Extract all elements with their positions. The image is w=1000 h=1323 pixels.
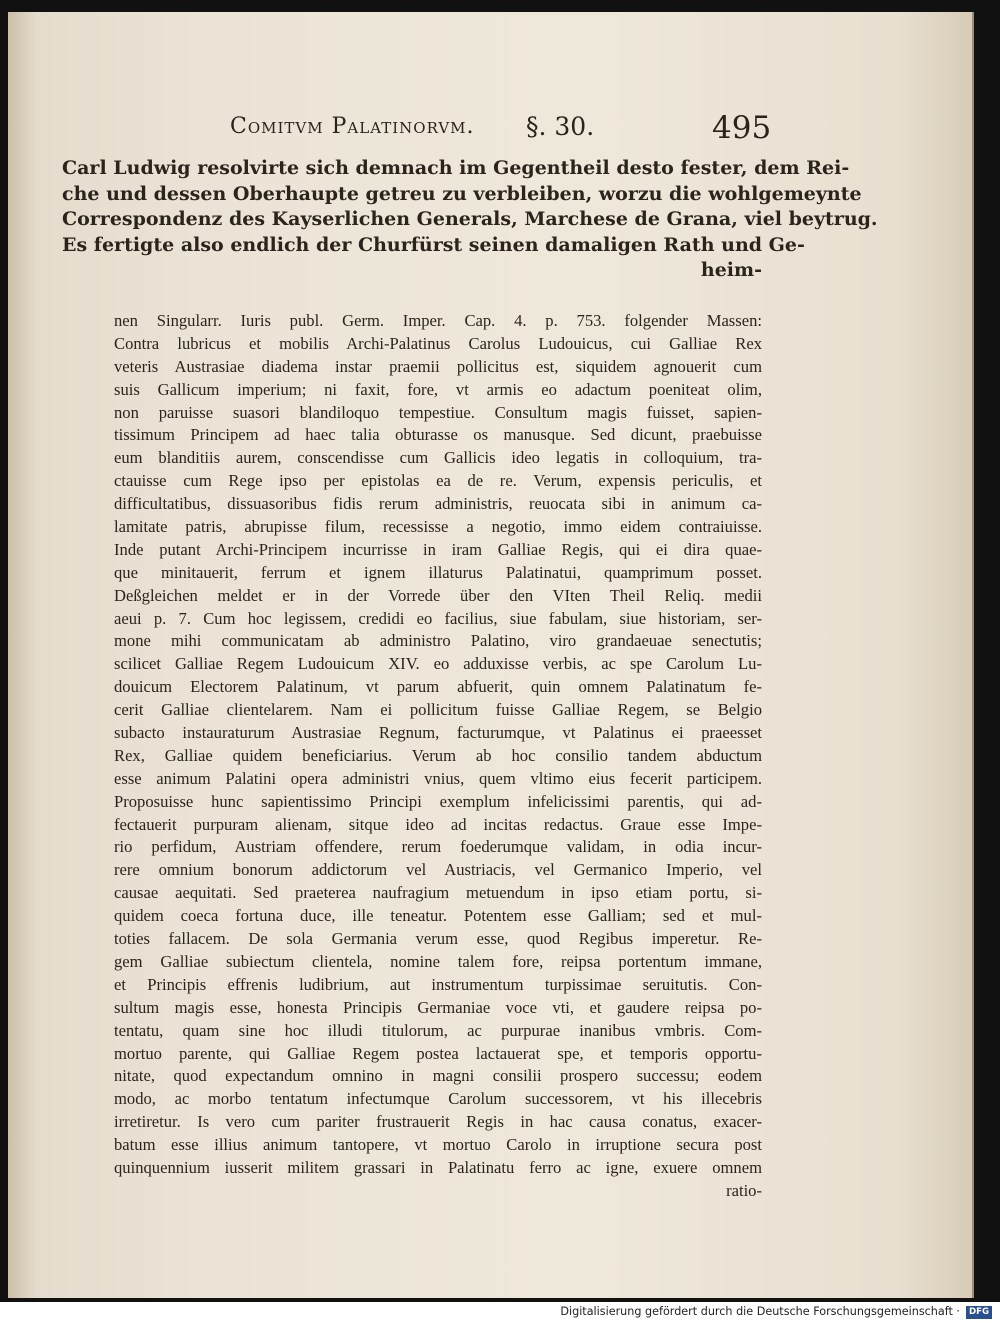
text-line: cerit Galliae clientelarem. Nam ei pollicitum fuisse Galliae Regem, se Belgio xyxy=(114,700,762,720)
funding-credit: Digitalisierung gefördert durch die Deutsche Forschungsgemeinschaft · xyxy=(560,1305,960,1318)
text-line: Inde putant Archi-Principem incurrisse in iram Galliae Regis, qui ei dira quae- xyxy=(114,539,762,559)
text-line: douicum Electorem Palatinum, vt parum abfuerit, quin omnem Palatinatum fe- xyxy=(114,677,762,697)
text-line: esse animum Palatini opera administri vnius, quem vltimo eius fecerit participem. xyxy=(114,768,762,788)
text-line: aeui p. 7. Cum hoc legissem, credidi eo facilius, siue fabulam, siue historiam, ser- xyxy=(114,608,762,628)
text-line: rio perfidum, Austriam offendere, rerum foederumque validam, in odia incur- xyxy=(114,837,762,857)
catchword: heim- xyxy=(700,259,762,281)
page-number: 495 xyxy=(712,110,772,146)
text-line: eum blanditiis aurem, conscendisse cum Gallicis ideo legatis in colloquium, tra- xyxy=(114,448,762,468)
running-title: Comitvm Palatinorvm. xyxy=(230,114,475,139)
text-line: suis Gallicum imperium; ni faxit, fore, vt armis eo adactum poeniteat olim, xyxy=(114,379,762,399)
text-line: causae aequitati. Sed praeterea naufragium metuendum in ipso etiam portu, si- xyxy=(114,883,762,903)
text-line: Deßgleichen meldet er in der Vorrede über den VIten Theil Reliq. medii xyxy=(114,585,762,605)
text-line: nitate, quod expectandum omnino in magni consilii prospero successu; eodem xyxy=(114,1066,762,1086)
text-line: et Principis effrenis ludibrium, aut instrumentum turpissimae seruitutis. Con- xyxy=(114,974,762,994)
text-line: mortuo parente, qui Galliae Regem postea lactauerat spe, et temporis opportu- xyxy=(114,1043,762,1063)
text-line: che und dessen Oberhaupte getreu zu verbleiben, worzu die wohlgemeynte xyxy=(62,182,862,205)
text-line: sultum magis esse, honesta Principis Germaniae voce vti, et gaudere reipsa po- xyxy=(114,997,762,1017)
text-line: modo, ac morbo tentatum infectumque Carolum successorem, vt his illecebris xyxy=(114,1089,762,1109)
text-line: Correspondenz des Kayserlichen Generals, Marchese de Grana, viel beytrug. xyxy=(62,208,878,230)
text-line: non paruisse suasori blandiloquo tempestiue. Consultum magis fuisset, sapien- xyxy=(114,402,762,422)
text-line: Contra lubricus et mobilis Archi-Palatinus Carolus Ludouicus, cui Galliae Rex xyxy=(114,333,762,353)
text-line: gem Galliae subiectum clientela, nomine talem fore, reipsa portentum immane, xyxy=(114,951,762,971)
text-line: quidem coeca fortuna duce, ille teneatur. Potentem esse Galliam; sed et mul- xyxy=(114,906,762,926)
text-line: quinquennium iusserit militem grassari in Palatinatu ferro ac igne, exuere omnem xyxy=(114,1157,762,1177)
text-line: que minitauerit, ferrum et ignem illaturus Palatinatui, quamprimum posset. xyxy=(114,562,762,582)
text-line: nen Singularr. Iuris publ. Germ. Imper. Cap. 4. p. 753. folgender Massen: xyxy=(114,311,762,330)
text-line: toties fallacem. De sola Germania verum esse, quod Regibus imperetur. Re- xyxy=(114,929,762,949)
text-line: mone mihi communicatam ab administro Palatino, viro grandaeuae senectutis; xyxy=(114,631,762,651)
text-line: irretiretur. Is vero cum pariter frustrauerit Regis in hac causa conatus, exacer- xyxy=(114,1112,762,1132)
text-line: scilicet Galliae Regem Ludouicum XIV. eo adduxisse verbis, ac spe Carolum Lu- xyxy=(114,654,762,674)
text-line: Rex, Galliae quidem beneficiarius. Verum ab hoc consilio tandem abductum xyxy=(114,745,762,765)
text-line: Carl Ludwig resolvirte sich demnach im Gegentheil desto fester, dem Rei- xyxy=(62,157,850,179)
text-line: subacto instauraturum Austrasiae Regnum, facturumque, vt Palatinus ei praeesset xyxy=(114,723,762,743)
text-line: difficultatibus, dissuasoribus fidis rerum administris, reuocata sibi in animum ca- xyxy=(114,494,762,514)
text-line: fectauerit purpuram alienam, sitque ideo ad incitas redactus. Graue esse Impe- xyxy=(114,814,762,834)
text-line: veteris Austrasiae diadema instar praemii pollicitus est, siquidem agnouerit cum xyxy=(114,356,762,376)
footer-bar xyxy=(0,1302,1000,1323)
text-line: rere omnium bonorum addictorum vel Austriacis, vel Germanico Imperio, vel xyxy=(114,860,762,880)
page-header xyxy=(230,110,770,154)
text-line: Proposuisse hunc sapientissimo Principi exemplum infelicissimi parentis, qui ad- xyxy=(114,791,762,811)
text-line: ctauisse cum Rege ipso per epistolas ea de re. Verum, expensis periculis, et xyxy=(114,471,762,491)
text-line: lamitate patris, abrupisse filum, recessisse a negotio, immo eidem contraiuisse. xyxy=(114,517,762,537)
text-line: Es fertigte also endlich der Churfürst seinen damaligen Rath und Ge- xyxy=(62,233,805,256)
german-paragraph xyxy=(62,156,878,284)
dfg-logo: DFG xyxy=(966,1306,992,1319)
text-line: tentatu, quam sine hoc illudi titulorum, ac purpurae inanibus vmbris. Com- xyxy=(114,1020,762,1040)
section-number: §. 30. xyxy=(526,112,595,141)
latin-quotation xyxy=(114,310,762,1203)
catchword: ratio- xyxy=(726,1180,762,1200)
text-line: batum esse illius animum tantopere, vt mortuo Carolo in irruptione secura post xyxy=(114,1135,762,1155)
text-line: tissimum Principem ad haec talia obturasse os manusque. Sed dicunt, praebuisse xyxy=(114,425,762,445)
